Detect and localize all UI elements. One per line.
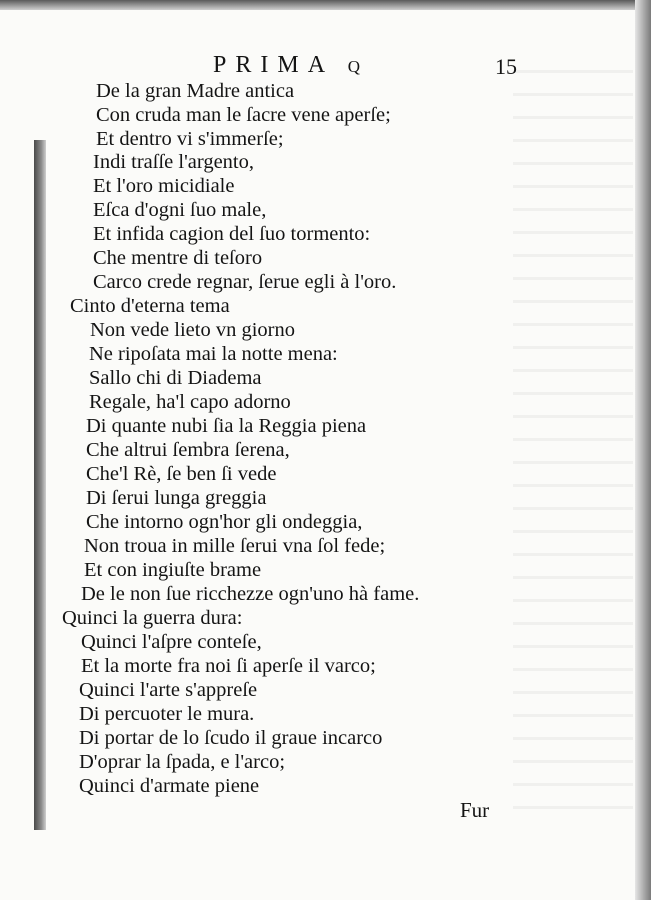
- verse-line: Sallo chi di Diadema: [89, 367, 262, 389]
- verse-line: Quinci l'aſpre conteſe,: [81, 631, 262, 653]
- verse-line: De le non ſue ricchezze ogn'uno hà fame.: [81, 583, 420, 605]
- verse-line: Di ſerui lunga greggia: [86, 487, 267, 509]
- verse-line: Quinci la guerra dura:: [62, 607, 243, 629]
- verse-line: Et con ingiuſte brame: [84, 559, 262, 581]
- ink-show-through: [513, 70, 633, 810]
- verse-line: D'oprar la ſpada, e l'arco;: [79, 751, 286, 773]
- catchword: Fur: [460, 798, 490, 822]
- verse-line: Ne ripoſata mai la notte mena:: [89, 343, 338, 365]
- verse-line: Con cruda man le ſacre vene aperſe;: [96, 104, 391, 126]
- verse-line: Non troua in mille ſerui vna ſol fede;: [84, 535, 386, 557]
- verse-line: Carco crede regnar, ſerue egli à l'oro.: [93, 271, 397, 293]
- verse-line: Che'l Rè, ſe ben ſi vede: [86, 463, 277, 485]
- verse-line: Di portar de lo ſcudo il graue incarco: [79, 727, 383, 749]
- verse-line: Di quante nubi ſia la Reggia piena: [86, 415, 367, 437]
- verse-line: Quinci l'arte s'appreſe: [79, 679, 258, 701]
- page-top-edge: [0, 0, 651, 10]
- verse-line: Non vede lieto vn giorno: [90, 319, 295, 341]
- verse-line: Et la morte fra noi ſi aperſe il varco;: [81, 655, 376, 677]
- verse-line: Regale, ha'l capo adorno: [89, 391, 291, 413]
- verse-line: Di percuoter le mura.: [79, 703, 255, 725]
- binding-shadow: [34, 140, 46, 830]
- verse-line: Eſca d'ogni ſuo male,: [93, 199, 267, 221]
- page-number: 15: [495, 54, 517, 79]
- verse-line: Quinci d'armate piene: [79, 775, 260, 797]
- running-head: PRIMA q: [213, 52, 360, 78]
- verse-line: Che altrui ſembra ſerena,: [86, 439, 290, 461]
- verse-line: Indi traſſe l'argento,: [93, 151, 254, 173]
- verse-line: Et infida cagion del ſuo tormento:: [93, 223, 371, 245]
- verse-line: Et dentro vi s'immerſe;: [96, 128, 284, 150]
- verse-line: Che mentre di teſoro: [93, 247, 263, 269]
- verse-line: Che intorno ogn'hor gli ondeggia,: [86, 511, 363, 533]
- page-right-edge: [635, 0, 651, 900]
- verse-line: Cinto d'eterna tema: [70, 295, 230, 317]
- verse-line: De la gran Madre antica: [96, 80, 295, 102]
- verse-line: Et l'oro micidiale: [93, 175, 235, 197]
